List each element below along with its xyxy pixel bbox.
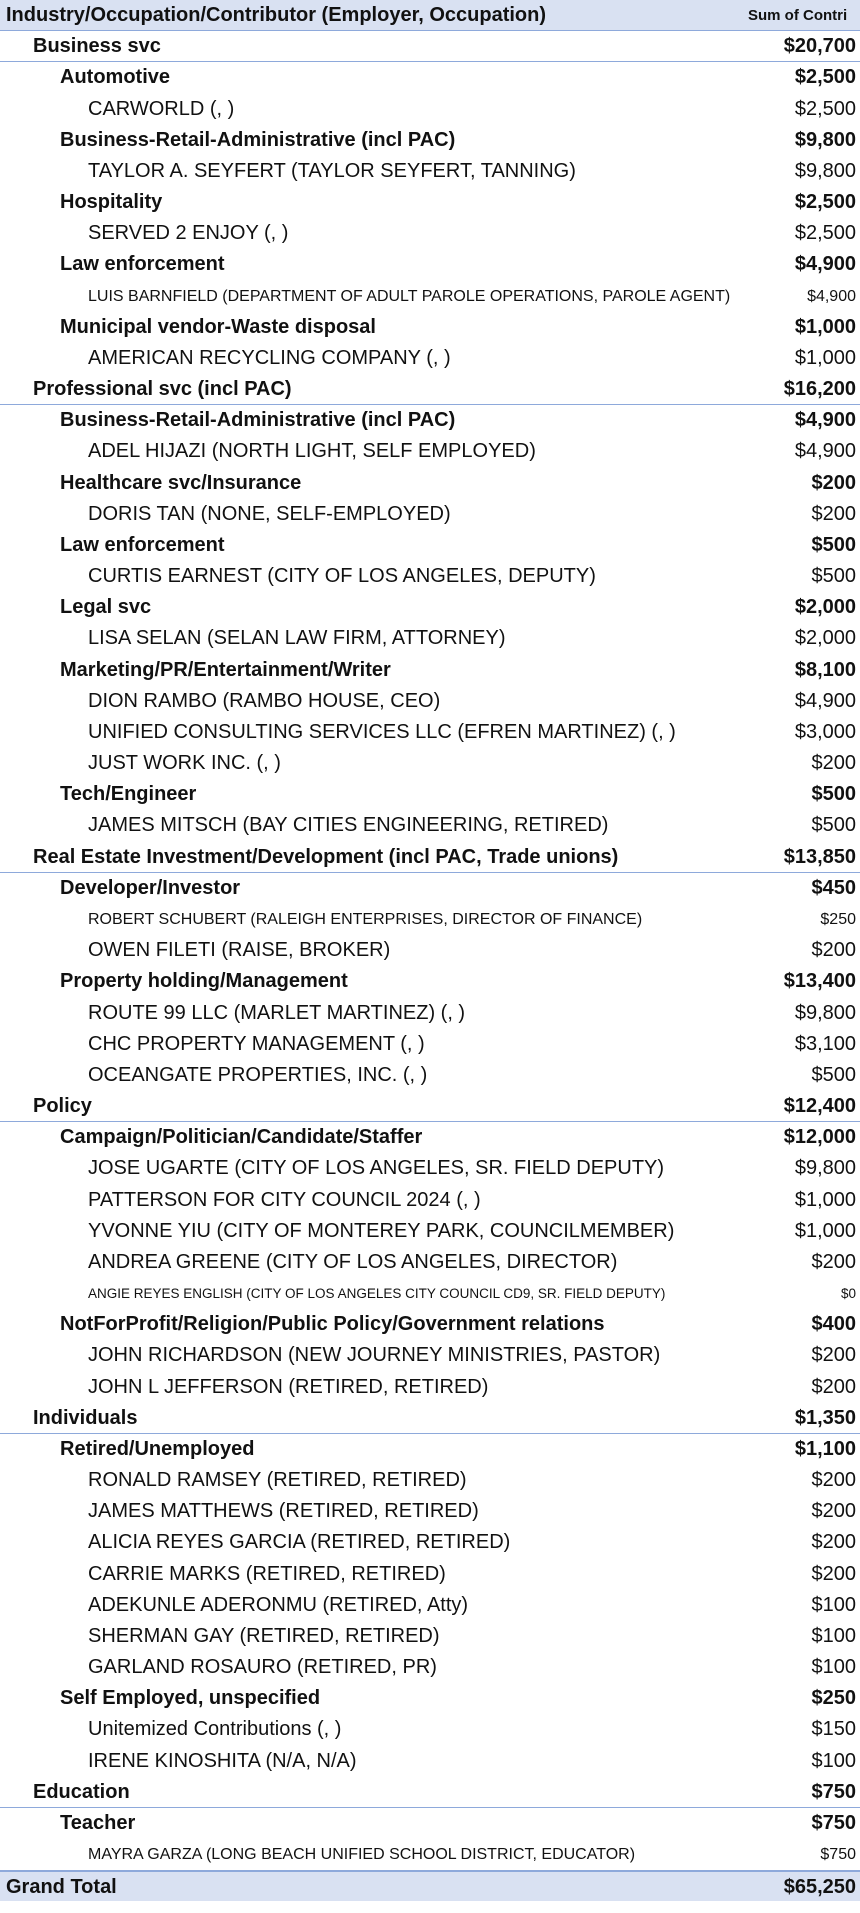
- contributor-row: [0, 218, 860, 249]
- occupation-row: [0, 249, 860, 280]
- contributor-row: [0, 1714, 860, 1745]
- contributor-row: [0, 1496, 860, 1527]
- row-label: JOHN L JEFFERSON (RETIRED, RETIRED): [88, 1375, 489, 1398]
- row-value: $2,500: [794, 97, 856, 120]
- row-value: $750: [811, 1780, 856, 1803]
- row-value: $2,000: [794, 596, 856, 619]
- contributor-row: [0, 686, 860, 717]
- row-label: GARLAND ROSAURO (RETIRED, PR): [88, 1656, 437, 1679]
- row-label: Teacher: [60, 1811, 136, 1834]
- row-value: $750: [811, 1811, 856, 1834]
- row-label: Policy: [33, 1095, 92, 1118]
- row-label: Automotive: [60, 66, 170, 89]
- occupation-row: [0, 1683, 860, 1714]
- row-value: $200: [811, 1562, 856, 1585]
- row-label: Business-Retail-Administrative (incl PAC): [60, 128, 456, 151]
- row-label: DION RAMBO (RAMBO HOUSE, CEO): [88, 689, 441, 712]
- row-value: $250: [811, 1687, 856, 1710]
- row-value: $3,100: [794, 1032, 856, 1055]
- row-value: $13,400: [783, 970, 856, 993]
- grand-total-label: Grand Total: [6, 1876, 117, 1899]
- row-value: $200: [811, 752, 856, 775]
- occupation-row: [0, 1808, 860, 1839]
- occupation-row: [0, 62, 860, 93]
- occupation-row: [0, 312, 860, 343]
- header-value: Sum of Contri: [748, 7, 848, 24]
- contributor-row: [0, 998, 860, 1029]
- row-value: $1,000: [794, 346, 856, 369]
- row-value: $500: [811, 565, 856, 588]
- row-label: ALICIA REYES GARCIA (RETIRED, RETIRED): [88, 1531, 511, 1554]
- row-label: JAMES MITSCH (BAY CITIES ENGINEERING, RETIRED): [88, 814, 609, 837]
- row-value: $4,900: [794, 689, 856, 712]
- row-label: RONALD RAMSEY (RETIRED, RETIRED): [88, 1469, 467, 1492]
- row-value: $3,000: [794, 720, 856, 743]
- row-value: $100: [811, 1593, 856, 1616]
- row-label: ADEL HIJAZI (NORTH LIGHT, SELF EMPLOYED): [88, 440, 536, 463]
- row-label: Self Employed, unspecified: [60, 1687, 321, 1710]
- row-value: $9,800: [794, 1157, 856, 1180]
- row-value: $200: [811, 1500, 856, 1523]
- row-label: SERVED 2 ENJOY (, ): [88, 222, 289, 245]
- row-value: $1,000: [794, 315, 856, 338]
- occupation-row: [0, 966, 860, 997]
- industry-row: [0, 1091, 860, 1122]
- occupation-row: [0, 1434, 860, 1465]
- row-label: CURTIS EARNEST (CITY OF LOS ANGELES, DEPUTY): [88, 565, 596, 588]
- contributor-row: [0, 343, 860, 374]
- row-value: $450: [811, 876, 856, 899]
- row-value: $500: [811, 814, 856, 837]
- row-value: $0: [840, 1286, 856, 1302]
- row-value: $2,500: [794, 191, 856, 214]
- occupation-row: [0, 187, 860, 218]
- row-value: $16,200: [783, 378, 856, 401]
- row-label: ROUTE 99 LLC (MARLET MARTINEZ) (, ): [88, 1001, 466, 1024]
- row-value: $4,900: [794, 409, 856, 432]
- row-label: JOHN RICHARDSON (NEW JOURNEY MINISTRIES, PASTOR): [88, 1344, 661, 1367]
- row-label: Professional svc (incl PAC): [33, 378, 292, 401]
- contributor-row: [0, 281, 860, 312]
- row-value: $100: [811, 1624, 856, 1647]
- row-value: $250: [820, 910, 856, 928]
- contributor-row: [0, 1372, 860, 1403]
- row-label: OCEANGATE PROPERTIES, INC. (, ): [88, 1063, 428, 1086]
- contributor-row: [0, 1060, 860, 1091]
- occupation-row: [0, 655, 860, 686]
- row-value: $200: [811, 939, 856, 962]
- row-label: ADEKUNLE ADERONMU (RETIRED, Atty): [88, 1593, 469, 1616]
- row-value: $13,850: [783, 845, 856, 868]
- contributor-row: [0, 1153, 860, 1184]
- row-label: ANDREA GREENE (CITY OF LOS ANGELES, DIRECTOR): [88, 1250, 618, 1273]
- row-value: $12,000: [783, 1126, 856, 1149]
- contributor-row: [0, 1559, 860, 1590]
- industry-row: [0, 1777, 860, 1808]
- contributor-row: [0, 156, 860, 187]
- contributor-row: [0, 1839, 860, 1870]
- row-value: $500: [811, 783, 856, 806]
- occupation-row: [0, 530, 860, 561]
- row-label: Individuals: [33, 1406, 138, 1429]
- row-label: DORIS TAN (NONE, SELF-EMPLOYED): [88, 502, 451, 525]
- row-label: Education: [33, 1780, 130, 1803]
- row-label: Legal svc: [60, 596, 152, 619]
- row-label: Retired/Unemployed: [60, 1437, 255, 1460]
- row-value: $2,500: [794, 222, 856, 245]
- row-label: Municipal vendor-Waste disposal: [60, 315, 376, 338]
- row-value: $200: [811, 1375, 856, 1398]
- row-value: $9,800: [794, 1001, 856, 1024]
- row-label: Unitemized Contributions (, ): [88, 1718, 342, 1741]
- row-label: Business svc: [33, 35, 161, 58]
- row-value: $2,500: [794, 66, 856, 89]
- row-value: $4,900: [794, 440, 856, 463]
- row-label: JOSE UGARTE (CITY OF LOS ANGELES, SR. FIELD DEPUTY): [88, 1157, 665, 1180]
- row-value: $200: [811, 1469, 856, 1492]
- row-value: $200: [811, 471, 856, 494]
- row-value: $1,350: [794, 1406, 856, 1429]
- row-label: OWEN FILETI (RAISE, BROKER): [88, 939, 391, 962]
- industry-row: [0, 374, 860, 405]
- contributor-row: [0, 1652, 860, 1683]
- contributor-row: [0, 717, 860, 748]
- row-value: $750: [820, 1846, 856, 1864]
- row-label: NotForProfit/Religion/Public Policy/Government relations: [60, 1313, 605, 1336]
- occupation-row: [0, 468, 860, 499]
- row-value: $2,000: [794, 627, 856, 650]
- row-value: $4,900: [807, 287, 856, 305]
- row-value: $9,800: [794, 128, 856, 151]
- row-label: CARRIE MARKS (RETIRED, RETIRED): [88, 1562, 446, 1585]
- row-label: JUST WORK INC. (, ): [88, 752, 281, 775]
- industry-row: [0, 1403, 860, 1434]
- row-label: ROBERT SCHUBERT (RALEIGH ENTERPRISES, DIRECTOR OF FINANCE): [88, 910, 643, 928]
- occupation-row: [0, 1309, 860, 1340]
- row-value: $400: [811, 1313, 856, 1336]
- contributor-row: [0, 935, 860, 966]
- row-label: UNIFIED CONSULTING SERVICES LLC (EFREN MARTINEZ) (, ): [88, 720, 676, 743]
- contributor-row: [0, 94, 860, 125]
- row-label: PATTERSON FOR CITY COUNCIL 2024 (, ): [88, 1188, 481, 1211]
- row-value: $100: [811, 1749, 856, 1772]
- row-value: $4,900: [794, 253, 856, 276]
- industry-row: [0, 31, 860, 62]
- row-value: $200: [811, 1250, 856, 1273]
- row-value: $500: [811, 1063, 856, 1086]
- contributor-row: [0, 623, 860, 654]
- contributor-row: [0, 1746, 860, 1777]
- row-label: IRENE KINOSHITA (N/A, N/A): [88, 1749, 357, 1772]
- grand-total-row: [0, 1870, 860, 1901]
- contributor-row: [0, 1185, 860, 1216]
- row-label: Tech/Engineer: [60, 783, 197, 806]
- row-label: CARWORLD (, ): [88, 97, 235, 120]
- grand-total-value: $65,250: [783, 1876, 856, 1899]
- row-value: $500: [811, 533, 856, 556]
- occupation-row: [0, 592, 860, 623]
- row-value: $1,000: [794, 1219, 856, 1242]
- header-label: Industry/Occupation/Contributor (Employer, Occupation): [6, 4, 547, 26]
- row-label: AMERICAN RECYCLING COMPANY (, ): [88, 346, 451, 369]
- row-label: LISA SELAN (SELAN LAW FIRM, ATTORNEY): [88, 627, 506, 650]
- row-label: ANGIE REYES ENGLISH (CITY OF LOS ANGELES CITY COUNCIL CD9, SR. FIELD DEPUTY): [88, 1286, 666, 1302]
- row-value: $12,400: [783, 1095, 856, 1118]
- row-label: Campaign/Politician/Candidate/Staffer: [60, 1126, 423, 1149]
- occupation-row: [0, 125, 860, 156]
- row-label: Real Estate Investment/Development (incl PAC, Trade unions): [33, 845, 619, 868]
- row-label: CHC PROPERTY MANAGEMENT (, ): [88, 1032, 425, 1055]
- row-label: Property holding/Management: [60, 970, 348, 993]
- row-value: $150: [811, 1718, 856, 1741]
- contributor-row: [0, 1340, 860, 1371]
- row-label: TAYLOR A. SEYFERT (TAYLOR SEYFERT, TANNING): [88, 159, 576, 182]
- contributor-row: [0, 1216, 860, 1247]
- row-value: $20,700: [783, 35, 856, 58]
- row-label: Business-Retail-Administrative (incl PAC): [60, 409, 456, 432]
- contributor-row: [0, 1465, 860, 1496]
- row-label: JAMES MATTHEWS (RETIRED, RETIRED): [88, 1500, 479, 1523]
- contributor-row: [0, 1527, 860, 1558]
- row-value: $1,000: [794, 1188, 856, 1211]
- row-label: MAYRA GARZA (LONG BEACH UNIFIED SCHOOL DISTRICT, EDUCATOR): [88, 1846, 636, 1864]
- row-label: SHERMAN GAY (RETIRED, RETIRED): [88, 1624, 440, 1647]
- industry-row: [0, 842, 860, 873]
- row-value: $200: [811, 502, 856, 525]
- row-value: $8,100: [794, 658, 856, 681]
- contributor-row: [0, 1029, 860, 1060]
- row-label: YVONNE YIU (CITY OF MONTEREY PARK, COUNCILMEMBER): [88, 1219, 675, 1242]
- row-label: LUIS BARNFIELD (DEPARTMENT OF ADULT PAROLE OPERATIONS, PAROLE AGENT): [88, 287, 731, 305]
- table-body: [0, 31, 860, 1870]
- row-value: $9,800: [794, 159, 856, 182]
- occupation-row: [0, 1122, 860, 1153]
- row-value: $200: [811, 1344, 856, 1367]
- contributor-row: [0, 436, 860, 467]
- occupation-row: [0, 405, 860, 436]
- contributor-row: [0, 1247, 860, 1278]
- contributor-row: [0, 748, 860, 779]
- occupation-row: [0, 779, 860, 810]
- row-value: $1,100: [794, 1437, 856, 1460]
- contributor-row: [0, 1278, 860, 1309]
- occupation-row: [0, 873, 860, 904]
- row-label: Healthcare svc/Insurance: [60, 471, 302, 494]
- row-label: Developer/Investor: [60, 876, 241, 899]
- contributor-row: [0, 904, 860, 935]
- contributor-row: [0, 810, 860, 841]
- contributor-row: [0, 1590, 860, 1621]
- row-value: $200: [811, 1531, 856, 1554]
- row-label: Law enforcement: [60, 533, 225, 556]
- contributor-row: [0, 499, 860, 530]
- contributor-row: [0, 561, 860, 592]
- row-label: Law enforcement: [60, 253, 225, 276]
- row-value: $100: [811, 1656, 856, 1679]
- table-header: [0, 0, 860, 31]
- row-label: Hospitality: [60, 191, 163, 214]
- row-label: Marketing/PR/Entertainment/Writer: [60, 658, 391, 681]
- contributor-row: [0, 1621, 860, 1652]
